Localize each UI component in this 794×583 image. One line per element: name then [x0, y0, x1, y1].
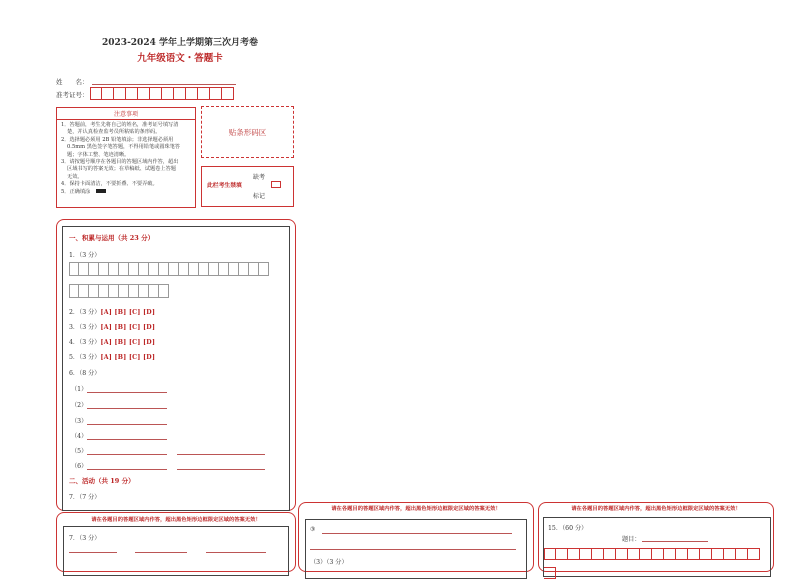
q15-label: 15．（60 分） [548, 525, 588, 532]
warning-text: 请在各题目的答题区域内作答，超出黑色矩形边框限定区域的答案无效！ [331, 506, 501, 512]
q7-label: 7．（7 分） [69, 494, 101, 501]
notice-line: 题；字体工整、笔迹清晰。 [67, 151, 130, 158]
q6-label: 6．（8 分） [69, 370, 101, 377]
exam-subtitle: 九年级语文・答题卡 [137, 53, 223, 64]
name-field[interactable] [92, 84, 236, 85]
notice-line: 区域书写的答案无效；在草稿纸、试题卷上答题 [67, 166, 176, 173]
q6-sub2: （2） [71, 402, 88, 409]
topic-label: 题目： [622, 536, 641, 543]
answer-line[interactable] [310, 549, 516, 550]
bottom-panel-left [56, 512, 296, 572]
q3-row[interactable]: 3．（3 分）[A] [B] [C] [D] [69, 324, 156, 331]
q6-sub5-line-a[interactable] [87, 454, 167, 455]
notice-line: 2．选择题必须用 2B 铅笔填涂；非选择题必须用 [61, 136, 174, 143]
q6-sub4: （4） [71, 433, 88, 440]
q6-sub3: （3） [71, 418, 88, 425]
q6-sub4-line[interactable] [87, 439, 167, 440]
topic-line[interactable] [642, 541, 708, 542]
q5-row[interactable]: 5．（3 分）[A] [B] [C] [D] [69, 354, 156, 361]
notice-line: 1．答题前，考生先将自己的姓名，准考证号填写清 [61, 122, 179, 128]
warning-text: 请在各题目的答题区域内作答，超出黑色矩形边框限定区域的答案无效！ [91, 517, 261, 523]
absent-box [201, 166, 294, 207]
q4-row[interactable]: 4．（3 分）[A] [B] [C] [D] [69, 339, 156, 346]
q6-sub6-line-a[interactable] [87, 469, 167, 470]
name-label: 姓 名： [56, 78, 89, 86]
q1-grid-row1[interactable] [69, 262, 269, 276]
q6-sub3-line[interactable] [87, 424, 167, 425]
q2-row[interactable]: 2．（3 分）[A] [B] [C] [D] [69, 309, 156, 316]
barcode-area [201, 106, 294, 158]
q1-label: 1．（3 分） [69, 252, 101, 259]
notice-line: 3．请按题号顺序在各题目的答题区域内作答，超出 [61, 159, 179, 166]
notice-line: 无效。 [67, 173, 83, 180]
exam-title: 2023-2024 学年上学期第三次月考卷 [102, 38, 258, 48]
circle3-label: ③ [310, 526, 316, 533]
notice-line: 楚，并认真检查监考员所粘贴的条形码。 [67, 129, 161, 136]
q6-sub5-line-b[interactable] [177, 454, 265, 455]
q7b-line-a[interactable] [69, 552, 117, 553]
absent-mark-box[interactable] [271, 181, 281, 188]
notice-line: 4．保持卡面清洁，不要折叠、不要弄破。 [61, 181, 158, 188]
warning-text: 请在各题目的答题区域内作答，超出黑色矩形边框限定区域的答案无效！ [571, 506, 741, 512]
q6-sub6-line-b[interactable] [177, 469, 265, 470]
q7b-line-b[interactable] [135, 552, 187, 553]
filled-example-icon [96, 189, 106, 193]
composition-grid[interactable] [544, 545, 770, 583]
q7b-label: 7．（3 分） [69, 535, 101, 542]
circle3-line[interactable] [322, 533, 512, 534]
absent-label: 缺考 [253, 174, 266, 181]
q6-sub2-line[interactable] [87, 408, 167, 409]
notice-title: 注意事项 [57, 108, 195, 120]
q6-sub1: （1） [71, 386, 88, 393]
notice-box [56, 107, 196, 208]
q1-grid-row2[interactable] [69, 284, 169, 298]
absent-note: 此栏考生禁填 [207, 183, 242, 189]
absent-mark-label: 标记 [253, 193, 266, 200]
barcode-label: 贴条形码区 [228, 127, 267, 137]
section2-title: 二、活动（共 19 分） [69, 477, 135, 485]
q6-sub6: （6） [71, 463, 88, 470]
notice-line: 0.5mm 黑色签字笔答题，不得用铅笔或圆珠笔答 [67, 144, 181, 151]
q-3-label: （3）（3 分） [310, 559, 348, 566]
notice-line: 5．正确填涂 [61, 188, 91, 195]
ticket-number-boxes[interactable] [90, 87, 234, 100]
q6-sub5: （5） [71, 448, 88, 455]
q7b-line-c[interactable] [206, 552, 266, 553]
section1-title: 一、积累与运用（共 23 分） [69, 234, 155, 242]
q6-sub1-line[interactable] [87, 392, 167, 393]
answer-inner [62, 226, 290, 511]
ticket-label: 准考证号： [56, 91, 89, 99]
